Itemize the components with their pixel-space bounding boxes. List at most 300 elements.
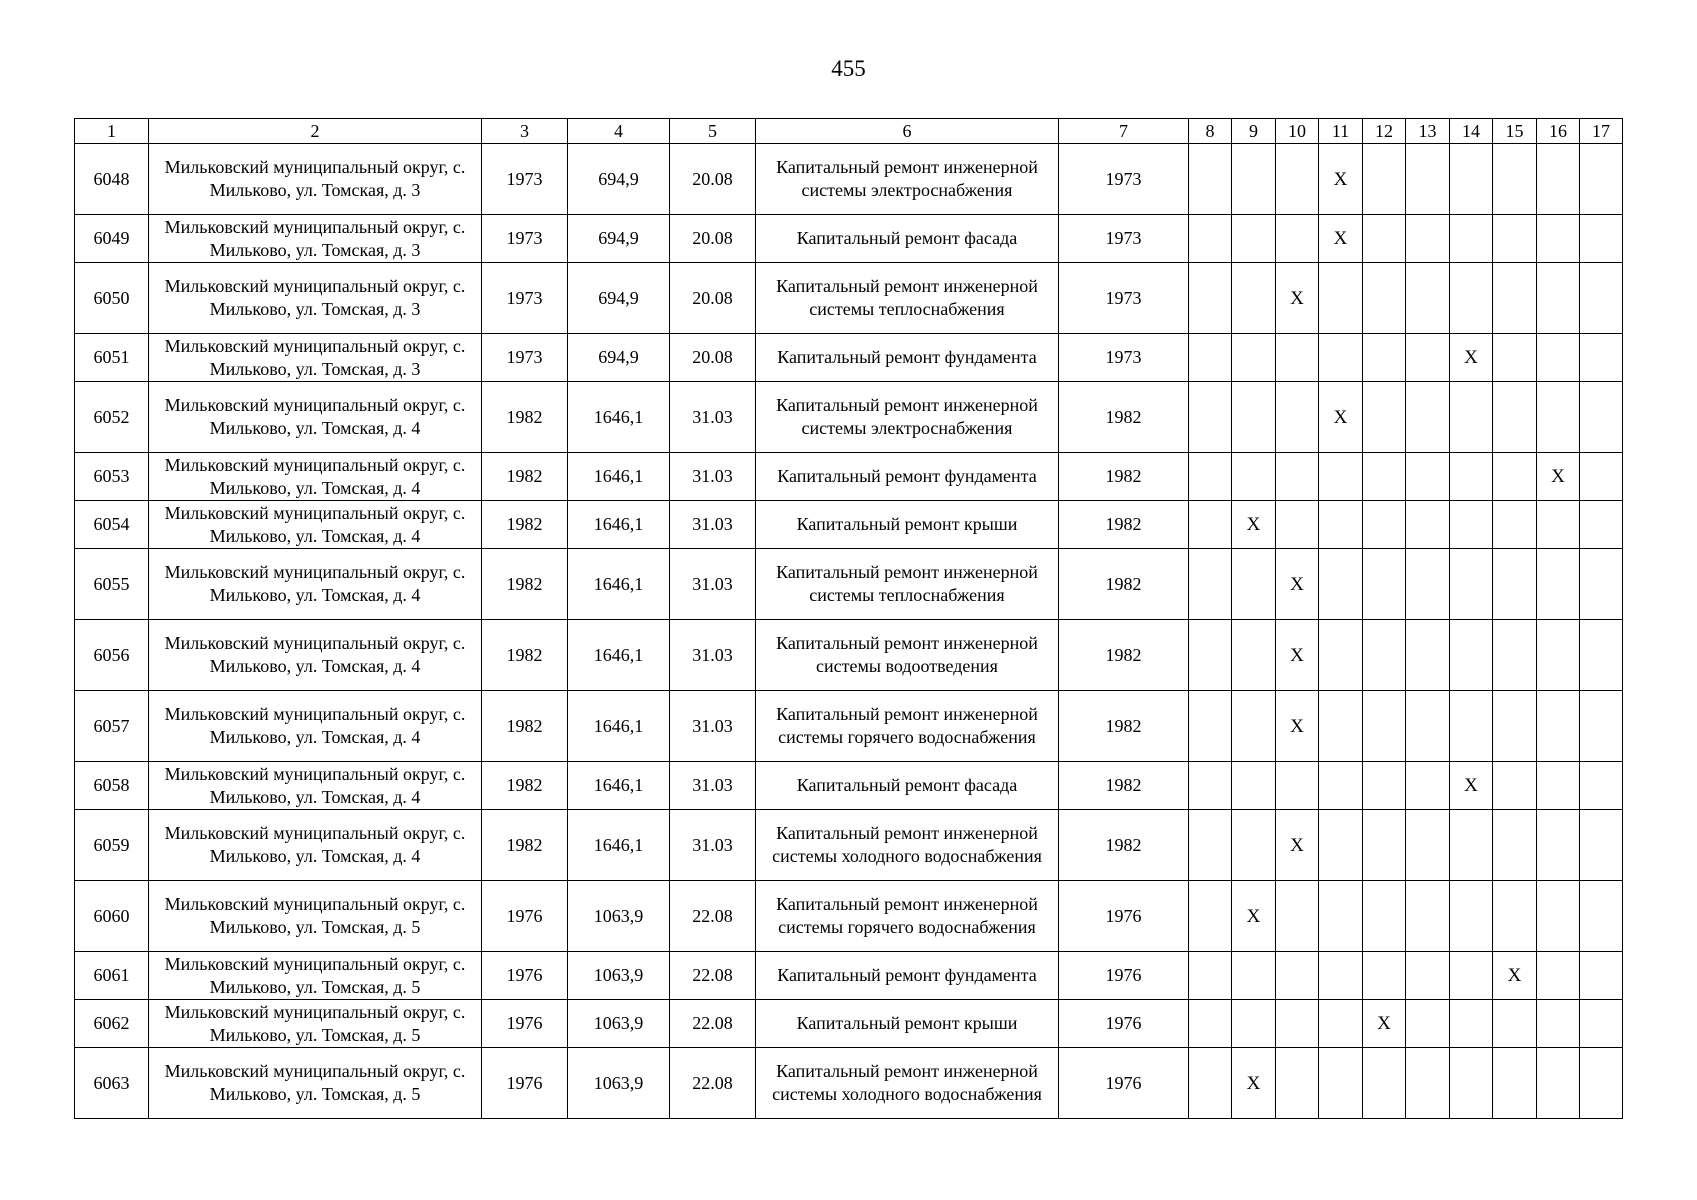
empty-period-cell: [1232, 762, 1276, 810]
empty-period-cell: [1537, 1000, 1580, 1048]
empty-period-cell: [1363, 215, 1406, 263]
wear-cell: 31.03: [670, 810, 756, 881]
wear-cell: 22.08: [670, 1000, 756, 1048]
empty-period-cell: [1276, 881, 1319, 952]
address-cell: Мильковский муниципальный округ, с. Мильково, ул. Томская, д. 4: [149, 810, 482, 881]
empty-period-cell: [1580, 762, 1623, 810]
empty-period-cell: [1450, 1000, 1493, 1048]
work-type-cell: Капитальный ремонт инженерной системы теплоснабжения: [756, 263, 1059, 334]
empty-period-cell: [1450, 215, 1493, 263]
table-row: [75, 263, 1623, 334]
address-cell: Мильковский муниципальный округ, с. Мильково, ул. Томская, д. 4: [149, 453, 482, 501]
address-cell: Мильковский муниципальный округ, с. Мильково, ул. Томская, д. 3: [149, 334, 482, 382]
empty-period-cell: [1276, 1000, 1319, 1048]
work-type-cell: Капитальный ремонт инженерной системы горячего водоснабжения: [756, 691, 1059, 762]
wear-cell: 20.08: [670, 334, 756, 382]
area-cell: 694,9: [568, 263, 670, 334]
empty-period-cell: [1580, 501, 1623, 549]
empty-period-cell: [1493, 501, 1537, 549]
empty-period-cell: [1450, 382, 1493, 453]
empty-period-cell: [1537, 691, 1580, 762]
empty-period-cell: [1319, 620, 1363, 691]
area-cell: 1063,9: [568, 1048, 670, 1119]
address-cell: Мильковский муниципальный округ, с. Мильково, ул. Томская, д. 4: [149, 620, 482, 691]
empty-period-cell: [1406, 1048, 1450, 1119]
work-year-cell: 1973: [1059, 263, 1189, 334]
empty-period-cell: [1537, 1048, 1580, 1119]
empty-period-cell: [1319, 1000, 1363, 1048]
period-mark-cell: X: [1363, 1000, 1406, 1048]
column-number-1: 1: [75, 119, 149, 144]
row-number-cell: 6055: [75, 549, 149, 620]
wear-cell: 20.08: [670, 144, 756, 215]
column-number-10: 10: [1276, 119, 1319, 144]
area-cell: 1063,9: [568, 952, 670, 1000]
empty-period-cell: [1232, 691, 1276, 762]
empty-period-cell: [1189, 144, 1232, 215]
empty-period-cell: [1406, 501, 1450, 549]
wear-cell: 22.08: [670, 881, 756, 952]
period-mark-cell: X: [1232, 1048, 1276, 1119]
row-number-cell: 6051: [75, 334, 149, 382]
table-row: [75, 1048, 1623, 1119]
empty-period-cell: [1450, 691, 1493, 762]
address-cell: Мильковский муниципальный округ, с. Мильково, ул. Томская, д. 5: [149, 1048, 482, 1119]
column-number-6: 6: [756, 119, 1059, 144]
period-mark-cell: X: [1276, 549, 1319, 620]
row-number-cell: 6059: [75, 810, 149, 881]
empty-period-cell: [1232, 1000, 1276, 1048]
empty-period-cell: [1363, 263, 1406, 334]
empty-period-cell: [1319, 334, 1363, 382]
column-number-row: [75, 119, 1623, 144]
empty-period-cell: [1406, 215, 1450, 263]
empty-period-cell: [1537, 620, 1580, 691]
empty-period-cell: [1319, 810, 1363, 881]
empty-period-cell: [1363, 453, 1406, 501]
empty-period-cell: [1450, 881, 1493, 952]
column-number-4: 4: [568, 119, 670, 144]
address-cell: Мильковский муниципальный округ, с. Мильково, ул. Томская, д. 5: [149, 881, 482, 952]
empty-period-cell: [1189, 334, 1232, 382]
empty-period-cell: [1493, 762, 1537, 810]
empty-period-cell: [1276, 501, 1319, 549]
address-cell: Мильковский муниципальный округ, с. Мильково, ул. Томская, д. 4: [149, 501, 482, 549]
empty-period-cell: [1319, 1048, 1363, 1119]
empty-period-cell: [1537, 501, 1580, 549]
row-number-cell: 6050: [75, 263, 149, 334]
empty-period-cell: [1493, 1000, 1537, 1048]
row-number-cell: 6063: [75, 1048, 149, 1119]
work-year-cell: 1973: [1059, 334, 1189, 382]
build-year-cell: 1982: [482, 691, 568, 762]
empty-period-cell: [1580, 453, 1623, 501]
area-cell: 1646,1: [568, 453, 670, 501]
empty-period-cell: [1232, 620, 1276, 691]
empty-period-cell: [1537, 810, 1580, 881]
empty-period-cell: [1537, 263, 1580, 334]
empty-period-cell: [1493, 549, 1537, 620]
column-number-13: 13: [1406, 119, 1450, 144]
area-cell: 1646,1: [568, 762, 670, 810]
empty-period-cell: [1537, 144, 1580, 215]
column-number-2: 2: [149, 119, 482, 144]
row-number-cell: 6052: [75, 382, 149, 453]
empty-period-cell: [1363, 952, 1406, 1000]
work-type-cell: Капитальный ремонт инженерной системы теплоснабжения: [756, 549, 1059, 620]
row-number-cell: 6062: [75, 1000, 149, 1048]
row-number-cell: 6048: [75, 144, 149, 215]
empty-period-cell: [1580, 144, 1623, 215]
empty-period-cell: [1493, 881, 1537, 952]
empty-period-cell: [1189, 1048, 1232, 1119]
area-cell: 694,9: [568, 215, 670, 263]
wear-cell: 31.03: [670, 453, 756, 501]
empty-period-cell: [1537, 881, 1580, 952]
empty-period-cell: [1580, 881, 1623, 952]
table-row: [75, 691, 1623, 762]
empty-period-cell: [1232, 810, 1276, 881]
empty-period-cell: [1276, 215, 1319, 263]
empty-period-cell: [1537, 952, 1580, 1000]
table-row: [75, 453, 1623, 501]
address-cell: Мильковский муниципальный округ, с. Мильково, ул. Томская, д. 5: [149, 952, 482, 1000]
build-year-cell: 1982: [482, 810, 568, 881]
empty-period-cell: [1363, 762, 1406, 810]
empty-period-cell: [1189, 762, 1232, 810]
table-row: [75, 549, 1623, 620]
row-number-cell: 6061: [75, 952, 149, 1000]
empty-period-cell: [1189, 215, 1232, 263]
period-mark-cell: X: [1450, 762, 1493, 810]
empty-period-cell: [1537, 762, 1580, 810]
address-cell: Мильковский муниципальный округ, с. Мильково, ул. Томская, д. 4: [149, 549, 482, 620]
work-type-cell: Капитальный ремонт крыши: [756, 1000, 1059, 1048]
empty-period-cell: [1319, 762, 1363, 810]
column-number-17: 17: [1580, 119, 1623, 144]
empty-period-cell: [1319, 501, 1363, 549]
empty-period-cell: [1363, 810, 1406, 881]
area-cell: 1646,1: [568, 382, 670, 453]
period-mark-cell: X: [1493, 952, 1537, 1000]
empty-period-cell: [1537, 382, 1580, 453]
row-number-cell: 6054: [75, 501, 149, 549]
table-row: [75, 881, 1623, 952]
empty-period-cell: [1363, 691, 1406, 762]
empty-period-cell: [1580, 215, 1623, 263]
empty-period-cell: [1406, 952, 1450, 1000]
work-type-cell: Капитальный ремонт инженерной системы электроснабжения: [756, 382, 1059, 453]
wear-cell: 31.03: [670, 691, 756, 762]
wear-cell: 31.03: [670, 620, 756, 691]
work-year-cell: 1976: [1059, 881, 1189, 952]
empty-period-cell: [1580, 810, 1623, 881]
empty-period-cell: [1580, 334, 1623, 382]
build-year-cell: 1973: [482, 215, 568, 263]
empty-period-cell: [1493, 1048, 1537, 1119]
empty-period-cell: [1319, 263, 1363, 334]
empty-period-cell: [1189, 263, 1232, 334]
work-year-cell: 1982: [1059, 620, 1189, 691]
address-cell: Мильковский муниципальный округ, с. Мильково, ул. Томская, д. 4: [149, 762, 482, 810]
empty-period-cell: [1450, 263, 1493, 334]
period-mark-cell: X: [1319, 382, 1363, 453]
empty-period-cell: [1363, 382, 1406, 453]
empty-period-cell: [1232, 382, 1276, 453]
wear-cell: 22.08: [670, 1048, 756, 1119]
empty-period-cell: [1189, 620, 1232, 691]
row-number-cell: 6058: [75, 762, 149, 810]
period-mark-cell: X: [1232, 881, 1276, 952]
work-year-cell: 1982: [1059, 810, 1189, 881]
area-cell: 1646,1: [568, 810, 670, 881]
empty-period-cell: [1363, 334, 1406, 382]
row-number-cell: 6056: [75, 620, 149, 691]
empty-period-cell: [1363, 620, 1406, 691]
column-number-8: 8: [1189, 119, 1232, 144]
empty-period-cell: [1189, 1000, 1232, 1048]
empty-period-cell: [1232, 549, 1276, 620]
wear-cell: 31.03: [670, 549, 756, 620]
work-year-cell: 1976: [1059, 952, 1189, 1000]
period-mark-cell: X: [1319, 215, 1363, 263]
empty-period-cell: [1537, 215, 1580, 263]
empty-period-cell: [1406, 453, 1450, 501]
empty-period-cell: [1537, 549, 1580, 620]
empty-period-cell: [1406, 620, 1450, 691]
work-type-cell: Капитальный ремонт фасада: [756, 762, 1059, 810]
work-type-cell: Капитальный ремонт инженерной системы электроснабжения: [756, 144, 1059, 215]
column-number-15: 15: [1493, 119, 1537, 144]
area-cell: 1646,1: [568, 620, 670, 691]
table-row: [75, 810, 1623, 881]
empty-period-cell: [1363, 144, 1406, 215]
area-cell: 694,9: [568, 334, 670, 382]
empty-period-cell: [1363, 501, 1406, 549]
table-row: [75, 620, 1623, 691]
empty-period-cell: [1319, 881, 1363, 952]
area-cell: 1646,1: [568, 549, 670, 620]
address-cell: Мильковский муниципальный округ, с. Мильково, ул. Томская, д. 3: [149, 215, 482, 263]
page-number: 455: [831, 56, 866, 81]
period-mark-cell: X: [1537, 453, 1580, 501]
column-number-16: 16: [1537, 119, 1580, 144]
empty-period-cell: [1406, 334, 1450, 382]
empty-period-cell: [1450, 810, 1493, 881]
table-row: [75, 144, 1623, 215]
empty-period-cell: [1276, 334, 1319, 382]
table-row: [75, 215, 1623, 263]
empty-period-cell: [1189, 952, 1232, 1000]
row-number-cell: 6053: [75, 453, 149, 501]
empty-period-cell: [1232, 263, 1276, 334]
empty-period-cell: [1232, 453, 1276, 501]
period-mark-cell: X: [1276, 620, 1319, 691]
column-number-9: 9: [1232, 119, 1276, 144]
empty-period-cell: [1276, 1048, 1319, 1119]
table-row: [75, 501, 1623, 549]
period-mark-cell: X: [1319, 144, 1363, 215]
empty-period-cell: [1580, 263, 1623, 334]
wear-cell: 20.08: [670, 215, 756, 263]
empty-period-cell: [1363, 1048, 1406, 1119]
table-row: [75, 382, 1623, 453]
empty-period-cell: [1406, 382, 1450, 453]
period-mark-cell: X: [1276, 263, 1319, 334]
empty-period-cell: [1189, 881, 1232, 952]
address-cell: Мильковский муниципальный округ, с. Мильково, ул. Томская, д. 3: [149, 144, 482, 215]
empty-period-cell: [1406, 263, 1450, 334]
empty-period-cell: [1406, 1000, 1450, 1048]
row-number-cell: 6049: [75, 215, 149, 263]
build-year-cell: 1973: [482, 144, 568, 215]
empty-period-cell: [1580, 1000, 1623, 1048]
build-year-cell: 1976: [482, 1000, 568, 1048]
empty-period-cell: [1276, 952, 1319, 1000]
empty-period-cell: [1406, 810, 1450, 881]
work-year-cell: 1982: [1059, 501, 1189, 549]
build-year-cell: 1976: [482, 1048, 568, 1119]
empty-period-cell: [1363, 549, 1406, 620]
empty-period-cell: [1493, 810, 1537, 881]
empty-period-cell: [1319, 453, 1363, 501]
empty-period-cell: [1189, 549, 1232, 620]
repair-schedule-table: [74, 118, 1623, 1119]
build-year-cell: 1973: [482, 334, 568, 382]
empty-period-cell: [1319, 549, 1363, 620]
address-cell: Мильковский муниципальный округ, с. Мильково, ул. Томская, д. 4: [149, 691, 482, 762]
period-mark-cell: X: [1276, 810, 1319, 881]
empty-period-cell: [1493, 144, 1537, 215]
empty-period-cell: [1189, 453, 1232, 501]
column-number-14: 14: [1450, 119, 1493, 144]
empty-period-cell: [1493, 215, 1537, 263]
address-cell: Мильковский муниципальный округ, с. Мильково, ул. Томская, д. 5: [149, 1000, 482, 1048]
work-type-cell: Капитальный ремонт фундамента: [756, 952, 1059, 1000]
work-type-cell: Капитальный ремонт инженерной системы водоотведения: [756, 620, 1059, 691]
empty-period-cell: [1580, 1048, 1623, 1119]
wear-cell: 22.08: [670, 952, 756, 1000]
work-year-cell: 1982: [1059, 549, 1189, 620]
empty-period-cell: [1450, 952, 1493, 1000]
empty-period-cell: [1450, 453, 1493, 501]
empty-period-cell: [1232, 215, 1276, 263]
table-row: [75, 952, 1623, 1000]
empty-period-cell: [1406, 549, 1450, 620]
work-year-cell: 1973: [1059, 215, 1189, 263]
column-number-3: 3: [482, 119, 568, 144]
empty-period-cell: [1406, 881, 1450, 952]
empty-period-cell: [1493, 263, 1537, 334]
build-year-cell: 1976: [482, 952, 568, 1000]
empty-period-cell: [1363, 881, 1406, 952]
empty-period-cell: [1580, 620, 1623, 691]
work-type-cell: Капитальный ремонт инженерной системы горячего водоснабжения: [756, 881, 1059, 952]
empty-period-cell: [1493, 620, 1537, 691]
empty-period-cell: [1580, 549, 1623, 620]
empty-period-cell: [1406, 691, 1450, 762]
build-year-cell: 1973: [482, 263, 568, 334]
empty-period-cell: [1276, 762, 1319, 810]
empty-period-cell: [1276, 144, 1319, 215]
work-year-cell: 1982: [1059, 762, 1189, 810]
empty-period-cell: [1232, 144, 1276, 215]
work-year-cell: 1973: [1059, 144, 1189, 215]
empty-period-cell: [1189, 382, 1232, 453]
period-mark-cell: X: [1450, 334, 1493, 382]
empty-period-cell: [1450, 144, 1493, 215]
empty-period-cell: [1580, 952, 1623, 1000]
column-number-5: 5: [670, 119, 756, 144]
build-year-cell: 1982: [482, 501, 568, 549]
work-type-cell: Капитальный ремонт фундамента: [756, 453, 1059, 501]
table-row: [75, 1000, 1623, 1048]
build-year-cell: 1982: [482, 620, 568, 691]
empty-period-cell: [1319, 952, 1363, 1000]
work-type-cell: Капитальный ремонт инженерной системы холодного водоснабжения: [756, 1048, 1059, 1119]
empty-period-cell: [1406, 144, 1450, 215]
empty-period-cell: [1319, 691, 1363, 762]
build-year-cell: 1982: [482, 382, 568, 453]
table-body: [75, 119, 1623, 1119]
row-number-cell: 6057: [75, 691, 149, 762]
empty-period-cell: [1580, 382, 1623, 453]
column-number-12: 12: [1363, 119, 1406, 144]
area-cell: 1063,9: [568, 1000, 670, 1048]
column-number-7: 7: [1059, 119, 1189, 144]
row-number-cell: 6060: [75, 881, 149, 952]
period-mark-cell: X: [1276, 691, 1319, 762]
empty-period-cell: [1580, 691, 1623, 762]
empty-period-cell: [1450, 1048, 1493, 1119]
wear-cell: 20.08: [670, 263, 756, 334]
work-year-cell: 1982: [1059, 453, 1189, 501]
empty-period-cell: [1493, 453, 1537, 501]
address-cell: Мильковский муниципальный округ, с. Мильково, ул. Томская, д. 3: [149, 263, 482, 334]
table-row: [75, 762, 1623, 810]
area-cell: 1646,1: [568, 691, 670, 762]
build-year-cell: 1982: [482, 453, 568, 501]
area-cell: 1063,9: [568, 881, 670, 952]
wear-cell: 31.03: [670, 501, 756, 549]
work-type-cell: Капитальный ремонт фасада: [756, 215, 1059, 263]
period-mark-cell: X: [1232, 501, 1276, 549]
wear-cell: 31.03: [670, 762, 756, 810]
work-year-cell: 1976: [1059, 1048, 1189, 1119]
wear-cell: 31.03: [670, 382, 756, 453]
empty-period-cell: [1189, 810, 1232, 881]
empty-period-cell: [1450, 620, 1493, 691]
empty-period-cell: [1537, 334, 1580, 382]
empty-period-cell: [1450, 501, 1493, 549]
empty-period-cell: [1276, 453, 1319, 501]
work-type-cell: Капитальный ремонт инженерной системы холодного водоснабжения: [756, 810, 1059, 881]
address-cell: Мильковский муниципальный округ, с. Мильково, ул. Томская, д. 4: [149, 382, 482, 453]
empty-period-cell: [1189, 501, 1232, 549]
work-year-cell: 1982: [1059, 691, 1189, 762]
column-number-11: 11: [1319, 119, 1363, 144]
empty-period-cell: [1232, 334, 1276, 382]
build-year-cell: 1982: [482, 762, 568, 810]
empty-period-cell: [1450, 549, 1493, 620]
work-type-cell: Капитальный ремонт крыши: [756, 501, 1059, 549]
area-cell: 694,9: [568, 144, 670, 215]
empty-period-cell: [1232, 952, 1276, 1000]
work-year-cell: 1976: [1059, 1000, 1189, 1048]
empty-period-cell: [1493, 382, 1537, 453]
empty-period-cell: [1406, 762, 1450, 810]
empty-period-cell: [1493, 334, 1537, 382]
